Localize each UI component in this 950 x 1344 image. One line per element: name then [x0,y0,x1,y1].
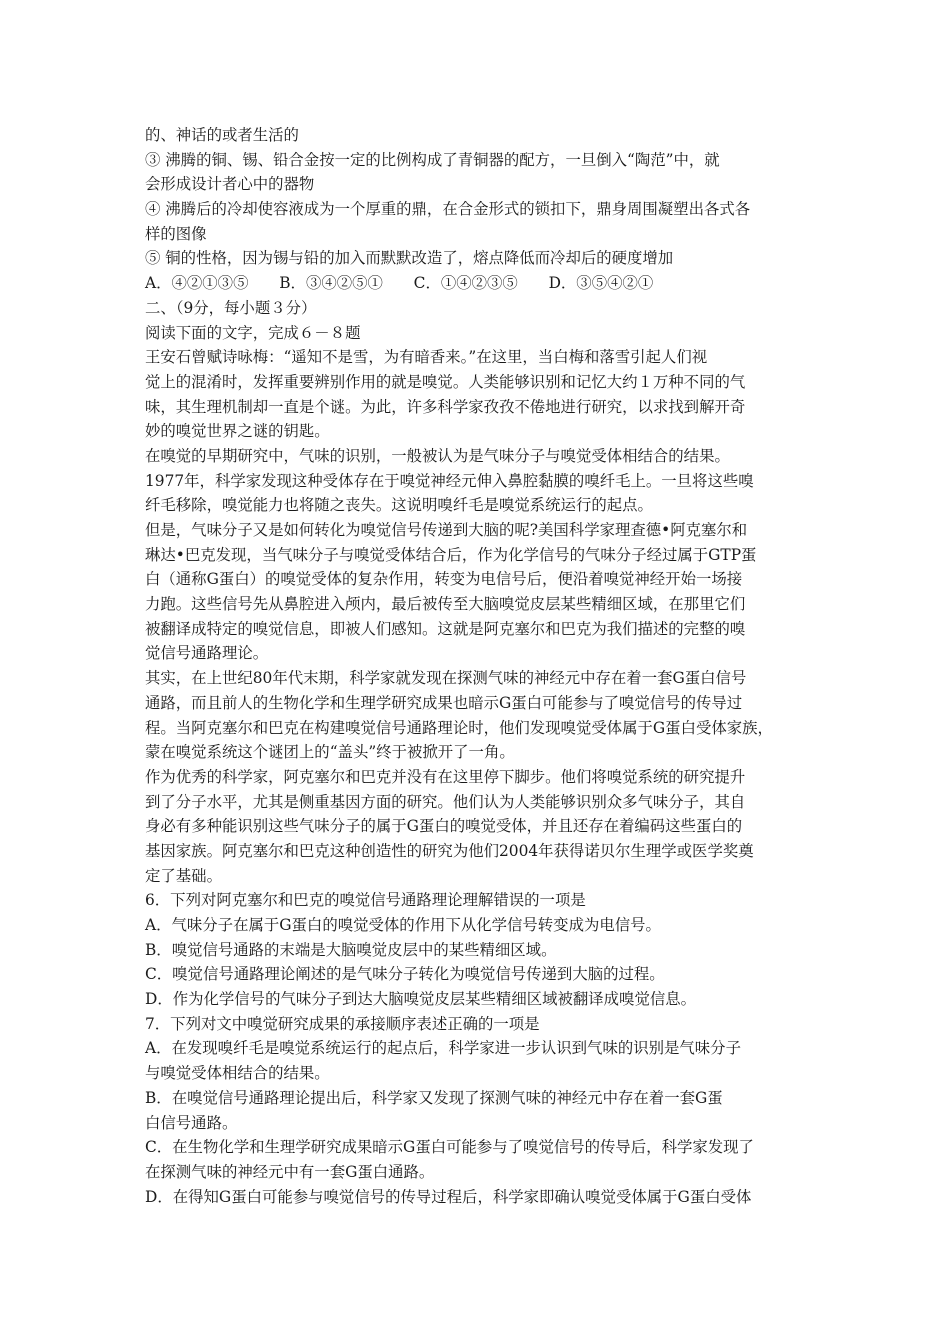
answer-options-line: A．④②①③⑤ B．③④②⑤① C．①④②③⑤ D．③⑤④②① [145,274,654,293]
text-line: 白信号通路。 [145,1113,238,1132]
question-6-option-d: D．作为化学信号的气味分子到达大脑嗅觉皮层某些精细区域被翻译成嗅觉信息。 [145,990,697,1009]
question-7-option-b: B．在嗅觉信号通路理论提出后，科学家又发现了探测气味的神经元中存在着一套G蛋 [145,1088,723,1107]
text-line: 味，其生理机制却一直是个谜。为此，许多科学家孜孜不倦地进行研究，以求找到解开奇 [145,397,746,416]
text-line: 定了基础。 [145,866,222,885]
text-line: ⑤ 铜的性格，因为锡与铅的加入而默默改造了，熔点降低而冷却后的硬度增加 [145,249,674,268]
text-line: 与嗅觉受体相结合的结果。 [145,1064,330,1083]
text-line: 琳达•巴克发现，当气味分子与嗅觉受体结合后，作为化学信号的气味分子经过属于GTP蛋 [145,545,757,564]
text-line: 蒙在嗅觉系统这个谜团上的“盖头”终于被掀开了一角。 [145,743,515,762]
question-6: 6．下列对阿克塞尔和巴克的嗅觉信号通路理论理解错误的一项是 [145,891,586,910]
section-heading: 二、（9分，每小题３分） [145,298,317,317]
text-line: 白（通称G蛋白）的嗅觉受体的复杂作用，转变为电信号后，便沿着嗅觉神经开始一场接 [145,570,743,589]
question-6-option-b: B．嗅觉信号通路的末端是大脑嗅觉皮层中的某些精细区域。 [145,940,557,959]
text-line: ③ 沸腾的铜、锡、铅合金按一定的比例构成了青铜器的配方，一旦倒入“陶范”中，就 [145,150,720,169]
question-7-option-a: A．在发现嗅纤毛是嗅觉系统运行的起点后，科学家进一步认识到气味的识别是气味分子 [145,1039,741,1058]
text-line: 程。当阿克塞尔和巴克在构建嗅觉信号通路理论时，他们发现嗅觉受体属于G蛋白受体家族， [145,718,773,737]
reading-instruction: 阅读下面的文字，完成６－８题 [145,323,361,342]
text-line: 觉信号通路理论。 [145,644,269,663]
text-line: 作为优秀的科学家，阿克塞尔和巴克并没有在这里停下脚步。他们将嗅觉系统的研究提升 [145,767,746,786]
text-line: 会形成设计者心中的器物 [145,175,315,194]
question-7-option-d: D．在得知G蛋白可能参与嗅觉信号的传导过程后，科学家即确认嗅觉受体属于G蛋白受体 [145,1187,752,1206]
text-line: 王安石曾赋诗咏梅：“遥知不是雪，为有暗香来。”在这里，当白梅和落雪引起人们视 [145,348,708,367]
text-line: 被翻译成特定的嗅觉信息，即被人们感知。这就是阿克塞尔和巴克为我们描述的完整的嗅 [145,619,746,638]
text-line: 在嗅觉的早期研究中，气味的识别，一般被认为是气味分子与嗅觉受体相结合的结果。 [145,446,730,465]
text-line: 力跑。这些信号先从鼻腔进入颅内，最后被传至大脑嗅觉皮层某些精细区域，在那里它们 [145,595,746,614]
document-page [145,123,825,1209]
text-line: 1977年，科学家发现这种受体存在于嗅觉神经元伸入鼻腔黏膜的嗅纤毛上。一旦将这些嗅 [145,471,754,490]
text-line: 身必有多种能识别这些气味分子的属于G蛋白的嗅觉受体，并且还存在着编码这些蛋白的 [145,817,743,836]
text-line: 基因家族。阿克塞尔和巴克这种创造性的研究为他们2004年获得诺贝尔生理学或医学奖奠 [145,841,754,860]
question-6-option-a: A．气味分子在属于G蛋白的嗅觉受体的作用下从化学信号转变成为电信号。 [145,916,661,934]
text-line: 通路，而且前人的生物化学和生理学研究成果也暗示G蛋白可能参与了嗅觉信号的传导过 [145,693,743,712]
text-line: 纤毛移除，嗅觉能力也将随之丧失。这说明嗅纤毛是嗅觉系统运行的起点。 [145,496,653,515]
text-line: 妙的嗅觉世界之谜的钥匙。 [145,422,330,441]
question-7-option-c: C．在生物化学和生理学研究成果暗示G蛋白可能参与了嗅觉信号的传导后，科学家发现了 [145,1138,754,1157]
text-line: ④ 沸腾后的冷却使容液成为一个厚重的鼎，在合金形式的锁扣下，鼎身周围凝塑出各式各 [145,200,751,219]
text-line: 样的图像 [145,224,207,243]
text-line: 觉上的混淆时，发挥重要辨别作用的就是嗅觉。人类能够识别和记忆大约１万种不同的气 [145,372,746,391]
question-7: 7．下列对文中嗅觉研究成果的承接顺序表述正确的一项是 [145,1014,540,1033]
text-line: 到了分子水平，尤其是侧重基因方面的研究。他们认为人类能够识别众多气味分子，其自 [145,792,746,811]
text-line: 在探测气味的神经元中有一套G蛋白通路。 [145,1162,435,1181]
question-6-option-c: C．嗅觉信号通路理论阐述的是气味分子转化为嗅觉信号传递到大脑的过程。 [145,965,665,984]
text-line: 其实，在上世纪80年代末期，科学家就发现在探测气味的神经元中存在着一套G蛋白信号 [145,669,747,688]
text-line: 的、神话的或者生活的 [145,126,299,144]
text-line: 但是，气味分子又是如何转化为嗅觉信号传递到大脑的呢?美国科学家理查德•阿克塞尔和 [145,521,748,539]
